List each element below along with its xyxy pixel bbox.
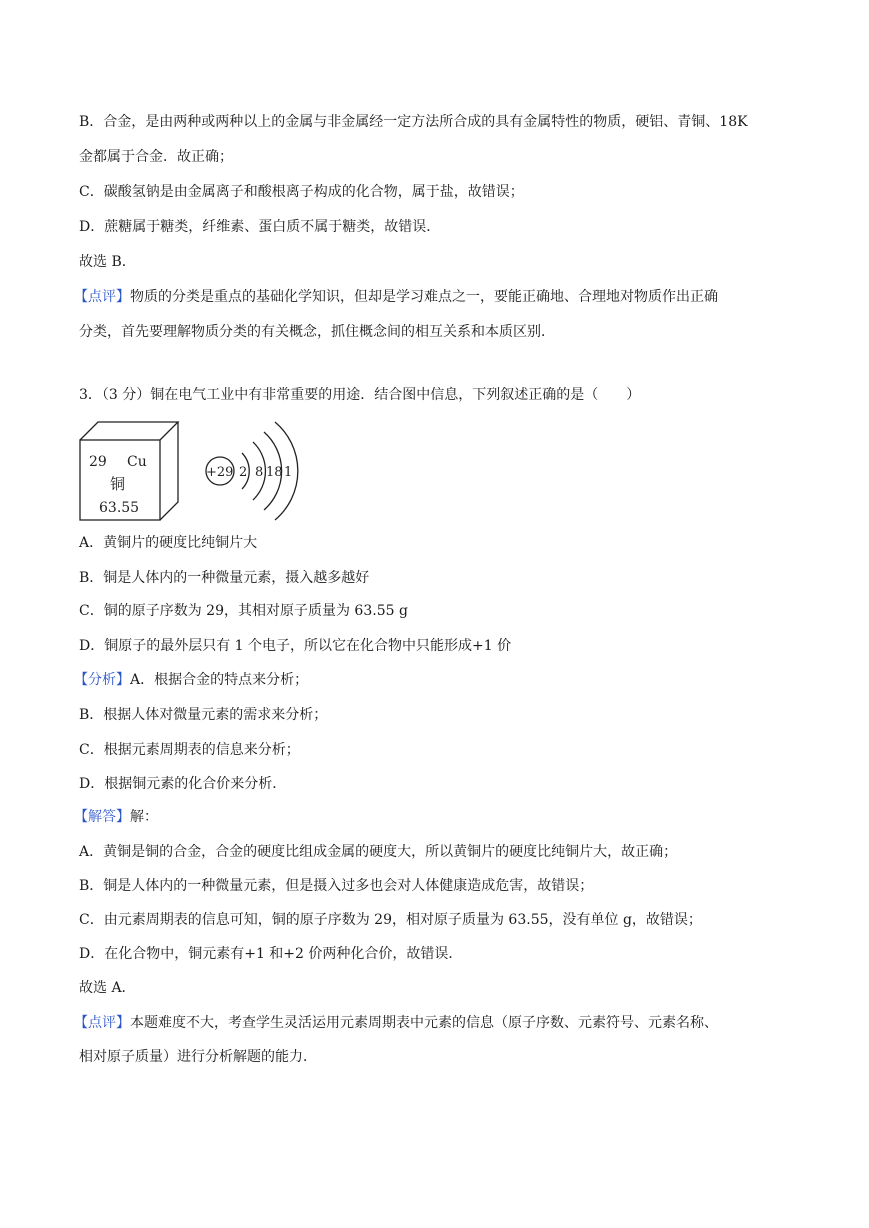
option-c: C．铜的原子序数为 29，其相对原子质量为 63.55 g bbox=[79, 603, 408, 619]
solution-header bbox=[74, 807, 158, 827]
nucleus-charge: +29 bbox=[206, 465, 234, 480]
prev-option-c: C．碳酸氢钠是由金属离子和酸根离子构成的化合物，属于盐，故错误； bbox=[79, 184, 524, 200]
analysis-a bbox=[74, 670, 308, 690]
copper-element-figure bbox=[72, 416, 312, 526]
shell-electrons-4: 1 bbox=[284, 465, 293, 480]
q3-answer: 故选 A． bbox=[79, 980, 136, 996]
prev-option-b-line1: B．合金，是由两种或两种以上的金属与非金属经一定方法所合成的具有金属特性的物质，硬铝、青铜、18K bbox=[79, 114, 748, 130]
solution-a: A．黄铜是铜的合金，合金的硬度比组成金属的硬度大，所以黄铜片的硬度比纯铜片大，故正确； bbox=[79, 844, 678, 860]
q3-comment-line2: 相对原子质量）进行分析解题的能力． bbox=[79, 1049, 317, 1065]
shell-electrons-3: 18 bbox=[266, 465, 283, 480]
prev-option-d: D．蔗糖属于糖类，纤维素、蛋白质不属于糖类，故错误． bbox=[79, 219, 441, 235]
analysis-tag: 【分析】 bbox=[74, 672, 130, 688]
atomic-structure-diagram bbox=[206, 422, 298, 520]
solution-intro: 解： bbox=[130, 809, 158, 825]
atomic-number: 29 bbox=[89, 454, 107, 470]
analysis-c: C．根据元素周期表的信息来分析； bbox=[79, 742, 300, 758]
option-a: A．黄铜片的硬度比纯铜片大 bbox=[79, 535, 258, 551]
prev-comment-line2: 分类，首先要理解物质分类的有关概念，抓住概念间的相互关系和本质区别． bbox=[79, 324, 555, 340]
shell-electrons-1: 2 bbox=[239, 465, 248, 480]
q3-comment bbox=[74, 1013, 718, 1033]
analysis-d: D．根据铜元素的化合价来分析． bbox=[79, 776, 287, 792]
q3-comment-tag: 【点评】 bbox=[74, 1015, 130, 1031]
question-stem: 3．（3 分）铜在电气工业中有非常重要的用途．结合图中信息，下列叙述正确的是（ ） bbox=[79, 387, 641, 403]
shell-electrons-2: 8 bbox=[255, 465, 264, 480]
atomic-mass: 63.55 bbox=[99, 500, 140, 516]
solution-d: D．在化合物中，铜元素有+1 和+2 价两种化合价，故错误． bbox=[79, 946, 463, 962]
solution-c: C．由元素周期表的信息可知，铜的原子序数为 29，相对原子质量为 63.55，没有单位 g，故错误； bbox=[79, 912, 702, 928]
solution-b: B．铜是人体内的一种微量元素，但是摄入过多也会对人体健康造成危害，故错误； bbox=[79, 878, 594, 894]
comment-tag: 【点评】 bbox=[74, 289, 130, 305]
prev-comment-text: 物质的分类是重点的基础化学知识，但却是学习难点之一，要能正确地、合理地对物质作出正确 bbox=[130, 289, 718, 305]
q3-comment-text: 本题难度不大，考查学生灵活运用元素周期表中元素的信息（原子序数、元素符号、元素名称、 bbox=[130, 1015, 718, 1031]
prev-comment bbox=[74, 287, 718, 307]
analysis-a-text: A．根据合金的特点来分析； bbox=[130, 672, 309, 688]
prev-option-b-line2: 金都属于合金．故正确； bbox=[79, 149, 233, 165]
option-b: B．铜是人体内的一种微量元素，摄入越多越好 bbox=[79, 570, 370, 586]
analysis-b: B．根据人体对微量元素的需求来分析； bbox=[79, 707, 328, 723]
option-d: D．铜原子的最外层只有 1 个电子，所以它在化合物中只能形成+1 价 bbox=[79, 638, 512, 654]
element-name: 铜 bbox=[110, 475, 126, 493]
element-symbol: Cu bbox=[127, 454, 147, 470]
prev-answer: 故选 B． bbox=[79, 254, 136, 270]
solution-tag: 【解答】 bbox=[74, 809, 130, 825]
